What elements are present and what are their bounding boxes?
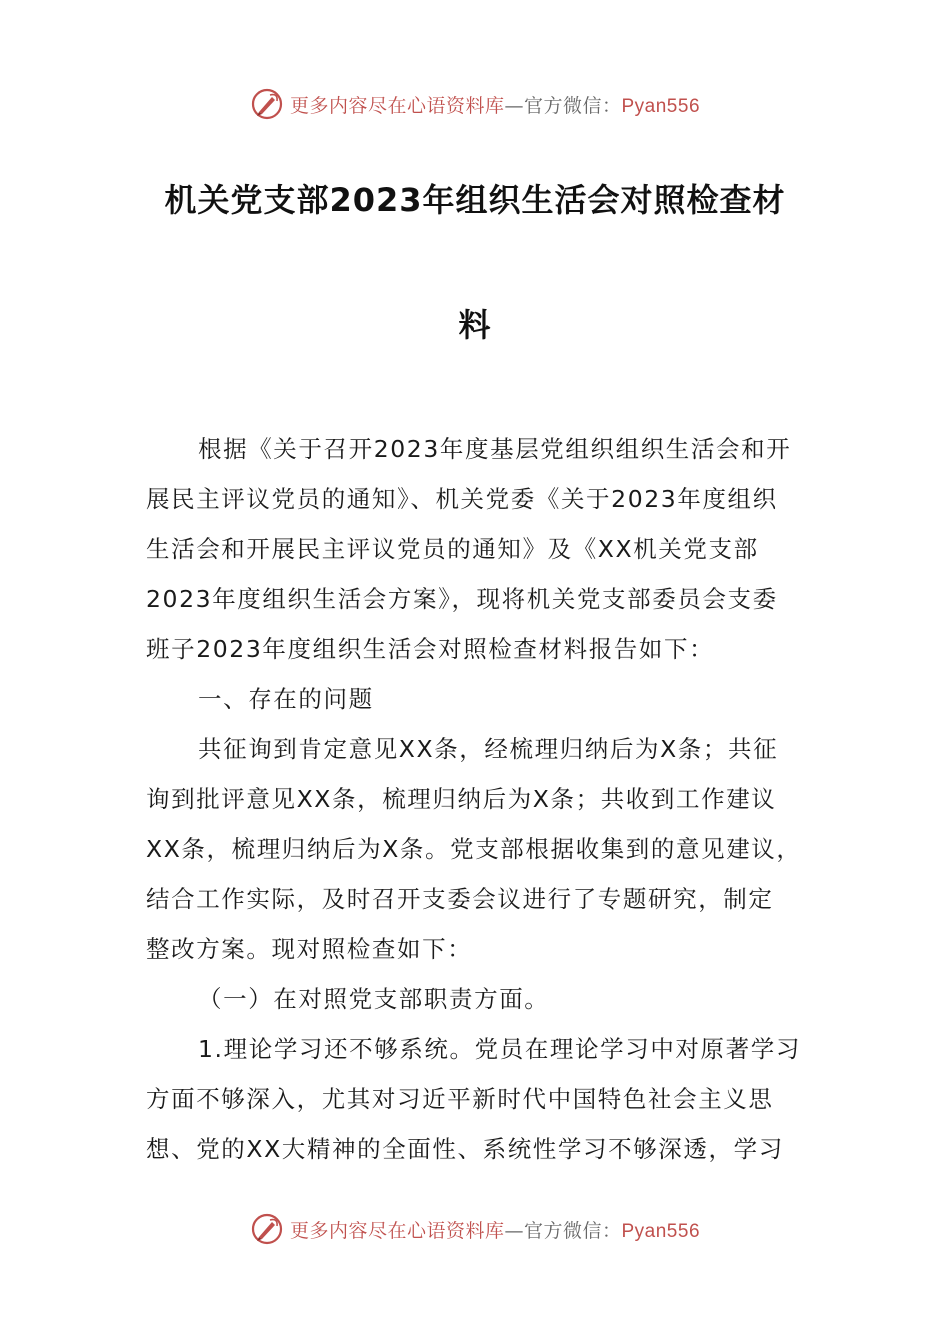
- banner-dash: —: [504, 1219, 524, 1242]
- banner-wechat-id: Pyan556: [621, 1220, 701, 1242]
- banner-wechat-id: Pyan556: [621, 95, 701, 117]
- body-line: 班子2023年度组织生活会对照检查材料报告如下：: [146, 635, 715, 663]
- body-line: 1.理论学习还不够系统。党员在理论学习中对原著学习: [198, 1035, 801, 1063]
- body-line: 结合工作实际，及时召开支委会议进行了专题研究，制定: [146, 885, 774, 913]
- banner-text: [290, 1216, 700, 1243]
- banner-wechat-label: 官方微信：: [523, 94, 622, 117]
- body-line: 整改方案。现对照检查如下：: [146, 935, 473, 963]
- banner-dash: —: [504, 94, 524, 117]
- section-heading: 一、存在的问题: [198, 685, 374, 713]
- banner-text: [290, 91, 700, 118]
- banner-main-text: 更多内容尽在心语资料库: [289, 94, 505, 117]
- body-line: 展民主评议党员的通知》、机关党委《关于2023年度组织: [146, 485, 778, 513]
- body-line: 想、党的XX大精神的全面性、系统性学习不够深透，学习: [146, 1135, 784, 1163]
- banner-main-text: 更多内容尽在心语资料库: [289, 1219, 505, 1242]
- body-line: 生活会和开展民主评议党员的通知》及《XX机关党支部: [146, 535, 759, 563]
- pen-logo-icon: [250, 87, 284, 121]
- watermark-banner-top: [0, 84, 950, 124]
- body-line: XX条，梳理归纳后为X条。党支部根据收集到的意见建议，: [146, 835, 802, 863]
- document-title-line-2: 料: [458, 306, 492, 344]
- body-line: 询到批评意见XX条，梳理归纳后为X条；共收到工作建议: [146, 785, 777, 813]
- watermark-banner-bottom: [0, 1209, 950, 1249]
- document-title-line-1: 机关党支部2023年组织生活会对照检查材: [164, 181, 786, 219]
- pen-logo-icon: [250, 1212, 284, 1246]
- body-line: 根据《关于召开2023年度基层党组织组织生活会和开: [198, 435, 792, 463]
- banner-wechat-label: 官方微信：: [523, 1219, 622, 1242]
- body-line: 方面不够深入，尤其对习近平新时代中国特色社会主义思: [146, 1085, 774, 1113]
- subsection-heading: （一）在对照党支部职责方面。: [198, 985, 550, 1013]
- document-body: [146, 424, 806, 1174]
- body-line: 2023年度组织生活会方案》，现将机关党支部委员会支委: [146, 585, 778, 613]
- body-line: 共征询到肯定意见XX条，经梳理归纳后为X条；共征: [198, 735, 779, 763]
